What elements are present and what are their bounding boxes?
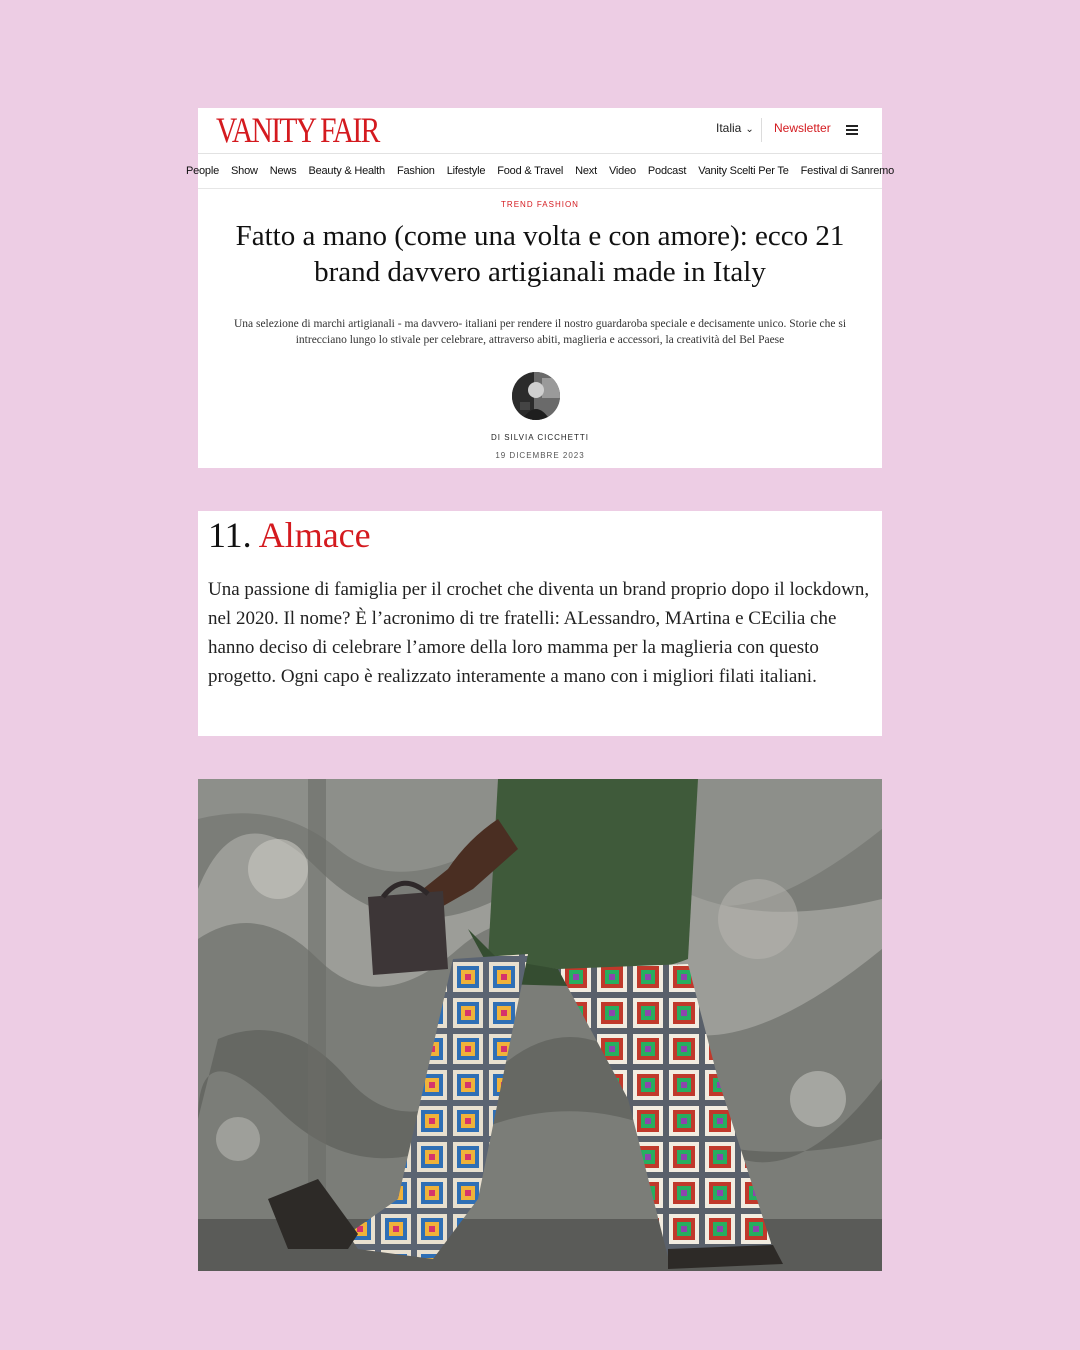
top-bar bbox=[198, 108, 882, 154]
article-date: 19 DICEMBRE 2023 bbox=[495, 451, 585, 460]
article-dek: Una selezione di marchi artigianali - ma davvero- italiani per rendere il nostro guardaroba speciale e decisamente unico. Storie che si intrecciano lungo lo stivale per celebrare, attraverso abiti, maglieria e accessori, la creatività del Bel Paese bbox=[233, 318, 847, 346]
nav-item-news[interactable]: News bbox=[269, 165, 297, 177]
list-item-card bbox=[198, 511, 882, 736]
nav-item-fashion[interactable]: Fashion bbox=[396, 165, 435, 177]
edition-selector[interactable] bbox=[716, 121, 754, 135]
edition-label: Italia bbox=[716, 121, 742, 135]
vanity-fair-logo[interactable]: VANITY FAIR bbox=[216, 110, 379, 150]
article-headline: Fatto a mano (come una volta e con amore): ecco 21 brand davvero artigianali made in Italy bbox=[235, 220, 845, 288]
nav-item-sanremo[interactable]: Festival di Sanremo bbox=[800, 165, 895, 177]
divider bbox=[761, 118, 762, 142]
nav-item-beauty-health[interactable]: Beauty & Health bbox=[308, 165, 385, 177]
nav-item-lifestyle[interactable]: Lifestyle bbox=[446, 165, 486, 177]
item-number: 11. bbox=[208, 515, 252, 555]
author-avatar[interactable] bbox=[512, 372, 560, 420]
nav-item-show[interactable]: Show bbox=[231, 165, 258, 177]
nav-item-people[interactable]: People bbox=[185, 165, 220, 177]
item-title bbox=[208, 513, 371, 557]
nav-item-food-travel[interactable]: Food & Travel bbox=[497, 165, 564, 177]
hamburger-menu-icon[interactable] bbox=[846, 125, 858, 135]
newsletter-link[interactable]: Newsletter bbox=[774, 121, 831, 135]
item-description: Una passione di famiglia per il crochet che diventa un brand proprio dopo il lockdown, nel 2020. Il nome? È l’acronimo di tre fratelli: ALessandro, MArtina e CEcilia che hanno deciso di celebrare l’amore della loro mamma per la maglieria con questo progetto. Ogni capo è realizzato interamente a mano con i migliori filati italiani. bbox=[208, 579, 870, 687]
nav-item-video[interactable]: Video bbox=[608, 165, 636, 177]
article-byline[interactable]: DI SILVIA CICCHETTI bbox=[491, 433, 589, 442]
nav-item-next[interactable]: Next bbox=[575, 165, 597, 177]
nav-item-vanity-scelti[interactable]: Vanity Scelti Per Te bbox=[698, 165, 789, 177]
product-photo bbox=[198, 779, 882, 1271]
item-brand-link[interactable]: Almace bbox=[258, 515, 371, 555]
article-header-card bbox=[185, 108, 895, 468]
article-kicker[interactable]: TREND FASHION bbox=[501, 200, 579, 209]
chevron-down-icon: ⌄ bbox=[745, 124, 754, 135]
nav-item-podcast[interactable]: Podcast bbox=[647, 165, 687, 177]
crochet-pants-photo bbox=[198, 779, 882, 1271]
main-navigation bbox=[185, 154, 895, 189]
